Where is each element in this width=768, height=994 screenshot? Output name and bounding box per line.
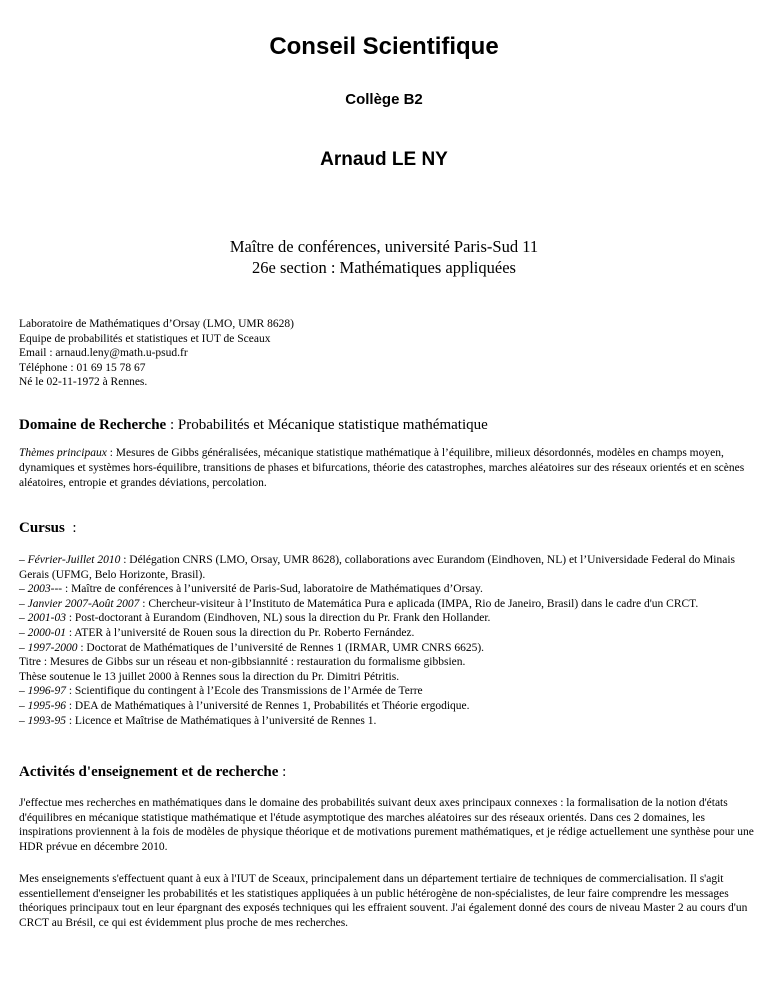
domain-heading-value: : Probabilités et Mécanique statistique mathématique xyxy=(166,417,488,433)
cursus-item: – 2000-01 : ATER à l’université de Rouen sous la direction du Pr. Roberto Fernández. xyxy=(19,626,415,639)
contact-team: Equipe de probabilités et statistiques et IUT de Sceaux xyxy=(19,332,271,345)
cursus-text: : Délégation CNRS (LMO, Orsay, UMR 8628), collaborations avec Eurandom (Eindhoven, NL) et l’Universidade Federal do Minais Gerais (UFMG, Belo Horizonte, Brasil). xyxy=(19,554,736,581)
cursus-text: : Maître de conférences à l’université de Paris-Sud, laboratoire de Mathématiques d’Orsay. xyxy=(62,583,483,596)
cursus-date: Février-Juillet 2010 xyxy=(27,554,121,566)
thesis-title: Titre : Mesures de Gibbs sur un réseau et non-gibbsiannité : restauration du formalisme gibbsien. xyxy=(19,656,466,669)
cursus-item: – 2003--- : Maître de conférences à l’université de Paris-Sud, laboratoire de Mathématiques d’Orsay. xyxy=(19,583,483,596)
cursus-text: : Licence et Maîtrise de Mathématiques à l’université de Rennes 1. xyxy=(65,714,377,727)
cursus-date: 2001-03 xyxy=(27,612,66,625)
activities-heading-suffix: : xyxy=(278,764,287,780)
cursus-heading-suffix: : xyxy=(64,520,77,536)
research-paragraph: J'effectue mes recherches en mathématiques dans le domaine des probabilités suivant deux axes principaux connexes : la formalisation de la notion d'états d'équilibres en mécanique statistique mathématique et l'étude asymptotique des marches aléatoires sur des réseaux orientés. Dans ces 2 domaines, les inspirations proviennent à la fois de modèles de physique théorique et de motivations purement mathématiques, et je rédige actuellement une synthèse pour une HDR prévue en décembre 2010. xyxy=(19,797,754,853)
domain-heading xyxy=(19,417,488,434)
cursus-heading-label: Cursus xyxy=(19,520,65,536)
cursus-heading xyxy=(19,520,77,537)
activities-heading-label: Activités d'enseignement et de recherche xyxy=(19,764,279,780)
themes-text: : Mesures de Gibbs généralisées, mécanique statistique mathématique à l’équilibre, milieux désordonnés, modèles en champs moyen, dynamiques et systèmes hors-équilibre, transitions de phases et bifurcations, théorie des catastrophes, marches aléatoires sur des réseaux orientés et en scènes aléatoires, entropie et grandes déviations, percolation. xyxy=(19,447,745,489)
cursus-date: 2003--- xyxy=(27,583,63,596)
contact-block xyxy=(19,317,294,390)
cursus-text: : Doctorat de Mathématiques de l’université de Rennes 1 (IRMAR, UMR CNRS 6625). xyxy=(77,641,485,654)
person-name: Arnaud LE NY xyxy=(320,149,448,170)
cursus-item: – 1997-2000 : Doctorat de Mathématiques de l’université de Rennes 1 (IRMAR, UMR CNRS 6625). xyxy=(19,641,485,654)
themes-paragraph xyxy=(19,446,751,490)
contact-email: Email : arnaud.leny@math.u-psud.fr xyxy=(19,347,188,360)
cursus-list xyxy=(19,553,754,728)
page-title: Conseil Scientifique xyxy=(269,33,499,60)
thesis-defense: Thèse soutenue le 13 juillet 2000 à Rennes sous la direction du Pr. Dimitri Pétritis. xyxy=(19,670,400,683)
cursus-date: 2000-01 xyxy=(27,626,66,639)
domain-heading-label: Domaine de Recherche xyxy=(19,417,167,433)
cursus-text: : ATER à l’université de Rouen sous la direction du Pr. Roberto Fernández. xyxy=(65,626,415,639)
themes-label: Thèmes principaux xyxy=(19,447,107,459)
activities-heading xyxy=(19,764,286,781)
contact-lab: Laboratoire de Mathématiques d’Orsay (LMO, UMR 8628) xyxy=(19,318,294,330)
cursus-date: 1996-97 xyxy=(27,685,66,698)
cursus-item: – 2001-03 : Post-doctorant à Eurandom (Eindhoven, NL) sous la direction du Pr. Frank den Hollander. xyxy=(19,612,491,625)
contact-birth: Né le 02-11-1972 à Rennes. xyxy=(19,376,148,389)
teaching-paragraph: Mes enseignements s'effectuent quant à eux à l'IUT de Sceaux, principalement dans un département tertiaire de techniques de commercialisation. Il s'agit essentiellement d'enseigner les probabilités et les statistiques appliquées à un public hétérogène de non-spécialistes, de leur faire comprendre les messages théoriques principaux tout en leur épargnant des exposés techniques qui les effraient souvent. J'ai également donné des cours de niveau Master 2 au cours d'un CRCT au Brésil, ce qui est évidemment plus proche de mes recherches. xyxy=(19,873,748,929)
cursus-text: : Chercheur-visiteur à l’Instituto de Matemática Pura e aplicada (IMPA, Rio de Janeiro, Brasil) dans le cadre d'un CRCT. xyxy=(139,597,699,610)
cursus-item: – Février-Juillet 2010 : Délégation CNRS (LMO, Orsay, UMR 8628), collaborations avec Eurandom (Eindhoven, NL) et l’Universidade Federal do Minais Gerais (UFMG, Belo Horizonte, Brasil). xyxy=(19,554,736,581)
cursus-date: 1997-2000 xyxy=(27,641,78,654)
college-label: Collège B2 xyxy=(345,91,423,108)
cursus-text: : Post-doctorant à Eurandom (Eindhoven, NL) sous la direction du Pr. Frank den Hollander. xyxy=(65,612,491,625)
cursus-text: : DEA de Mathématiques à l’université de Rennes 1, Probabilités et Théorie ergodique. xyxy=(65,699,470,712)
section-label: 26e section : Mathématiques appliquées xyxy=(252,258,516,277)
cursus-date: Janvier 2007-Août 2007 xyxy=(27,597,140,610)
position-title: Maître de conférences, université Paris-Sud 11 xyxy=(229,237,539,256)
cursus-item: – Janvier 2007-Août 2007 : Chercheur-visiteur à l’Instituto de Matemática Pura e aplicada (IMPA, Rio de Janeiro, Brasil) dans le cadre d'un CRCT. xyxy=(19,597,699,610)
cursus-item: – 1995-96 : DEA de Mathématiques à l’université de Rennes 1, Probabilités et Théorie ergodique. xyxy=(19,699,470,712)
cursus-item: – 1996-97 : Scientifique du contingent à l’Ecole des Transmissions de l’Armée de Terre xyxy=(19,685,423,698)
cursus-date: 1993-95 xyxy=(27,714,66,727)
cursus-text: : Scientifique du contingent à l’Ecole des Transmissions de l’Armée de Terre xyxy=(65,685,423,698)
contact-phone: Téléphone : 01 69 15 78 67 xyxy=(19,361,146,374)
cursus-date: 1995-96 xyxy=(27,699,66,712)
cursus-item: – 1993-95 : Licence et Maîtrise de Mathématiques à l’université de Rennes 1. xyxy=(19,714,377,727)
